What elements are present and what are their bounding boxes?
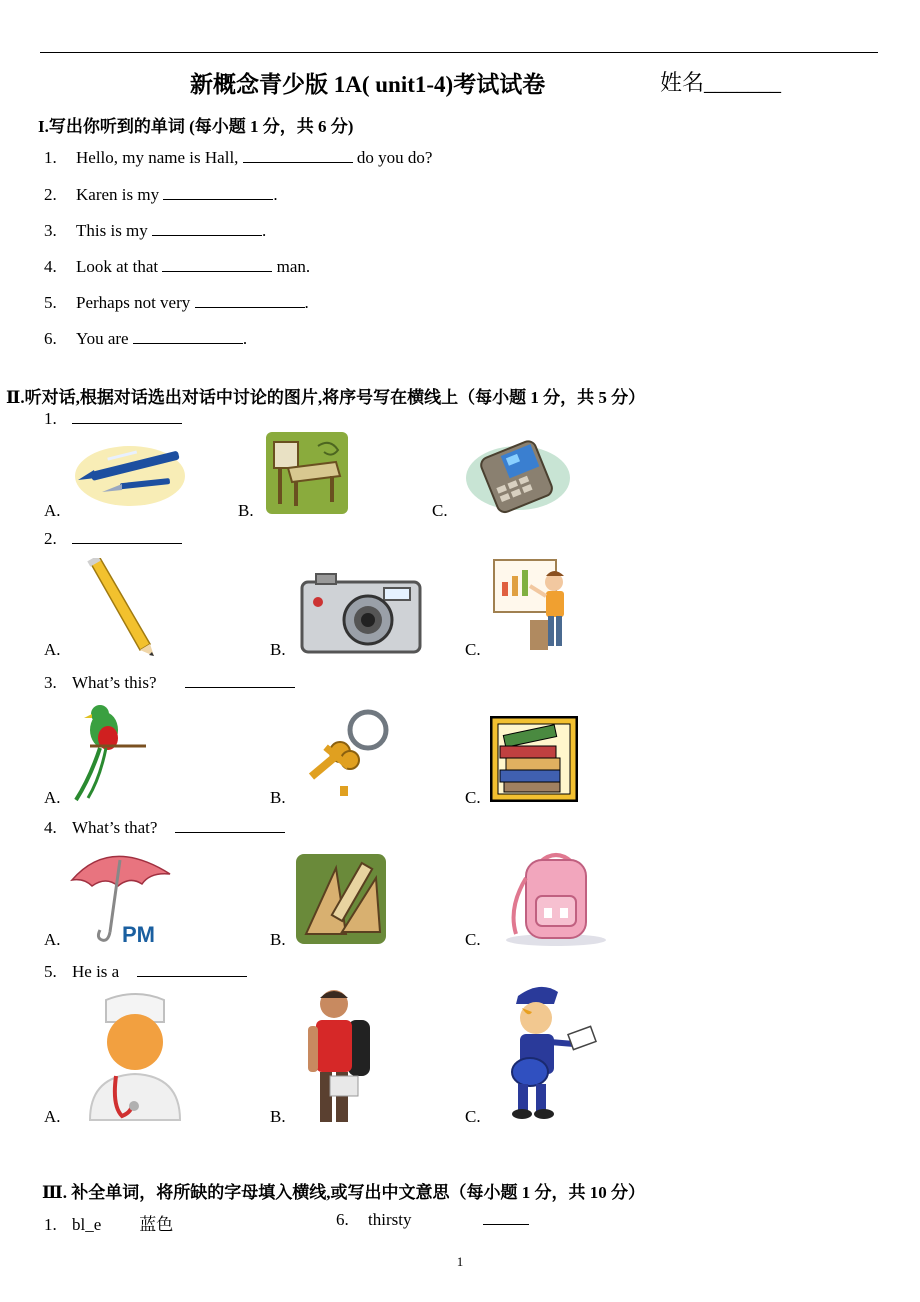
camera-icon <box>300 572 422 656</box>
answer-blank[interactable] <box>72 409 182 424</box>
answer-blank[interactable] <box>152 221 262 236</box>
answer-blank[interactable] <box>185 673 295 688</box>
answer-blank[interactable] <box>243 148 353 163</box>
q4-option-c[interactable]: C. <box>465 930 481 949</box>
teacher-icon <box>490 556 580 656</box>
q2-option-b[interactable]: B. <box>270 640 286 659</box>
q4-option-b[interactable]: B. <box>270 930 286 949</box>
mobile-phone-icon <box>458 434 573 514</box>
postman-icon <box>500 986 600 1122</box>
answer-blank[interactable] <box>483 1210 529 1225</box>
section2-question-1: 1. <box>44 409 182 429</box>
section1-item-4: 4. Look at that man. <box>44 257 311 276</box>
q5-option-b[interactable]: B. <box>270 1107 286 1126</box>
bird-icon <box>70 700 148 804</box>
section1-item-2: 2. Karen is my . <box>44 185 278 204</box>
section2-question-5: 5. He is a <box>44 962 247 982</box>
name-label: 姓名_______ <box>660 70 782 95</box>
rulers-icon <box>296 854 386 944</box>
top-rule <box>40 52 878 53</box>
schoolbag-icon <box>500 848 608 948</box>
student-icon <box>304 986 374 1124</box>
answer-blank[interactable] <box>163 185 273 200</box>
section1-item-6: 6. You are . <box>44 329 248 348</box>
section1-item-5: 5. Perhaps not very . <box>44 293 309 312</box>
section3-item-1: 1. bl_e 蓝色 <box>44 1215 174 1234</box>
section3-item-6: 6. thirsty <box>336 1210 529 1230</box>
desk-icon <box>266 432 348 514</box>
q1-option-c[interactable]: C. <box>432 501 448 520</box>
section3-heading: Ⅲ. 补全单词，将所缺的字母填入横线,或写出中文意思（每小题 1 分，共 10 分） <box>42 1183 645 1202</box>
answer-blank[interactable] <box>133 329 243 344</box>
q2-option-a[interactable]: A. <box>44 640 61 659</box>
page-number: 1 <box>456 1254 464 1269</box>
q4-option-a[interactable]: A. <box>44 930 61 949</box>
q5-option-c[interactable]: C. <box>465 1107 481 1126</box>
q3-option-c[interactable]: C. <box>465 788 481 807</box>
q2-option-c[interactable]: C. <box>465 640 481 659</box>
q1-option-b[interactable]: B. <box>238 501 254 520</box>
section2-question-3: 3. What’s this? <box>44 673 295 693</box>
q3-option-a[interactable]: A. <box>44 788 61 807</box>
q1-option-a[interactable]: A. <box>44 501 61 520</box>
answer-blank[interactable] <box>175 818 285 833</box>
doctor-icon <box>80 990 190 1124</box>
umbrella-pm-text: PM <box>122 922 155 946</box>
page-title: 新概念青少版 1A( unit1-4)考试试卷 <box>190 72 546 97</box>
section1-item-3: 3. This is my . <box>44 221 267 240</box>
section2-question-4: 4. What’s that? <box>44 818 285 838</box>
q3-option-b[interactable]: B. <box>270 788 286 807</box>
answer-blank[interactable] <box>195 293 305 308</box>
pencil-icon <box>86 558 158 658</box>
section2-heading: Ⅱ.听对话,根据对话选出对话中讨论的图片,将序号写在横线上（每小题 1 分，共 5 分） <box>6 388 646 407</box>
answer-blank[interactable] <box>162 257 272 272</box>
q5-option-a[interactable]: A. <box>44 1107 61 1126</box>
section1-item-1: 1. Hello, my name is Hall, do you do? <box>44 148 433 167</box>
section1-heading: I.写出你听到的单词 (每小题 1 分，共 6 分) <box>38 117 354 136</box>
answer-blank[interactable] <box>137 962 247 977</box>
pen-icon <box>72 440 187 510</box>
section2-question-2: 2. <box>44 529 182 549</box>
answer-blank[interactable] <box>72 529 182 544</box>
keys-icon <box>300 708 392 802</box>
books-icon <box>490 716 578 802</box>
umbrella-icon <box>70 846 176 946</box>
